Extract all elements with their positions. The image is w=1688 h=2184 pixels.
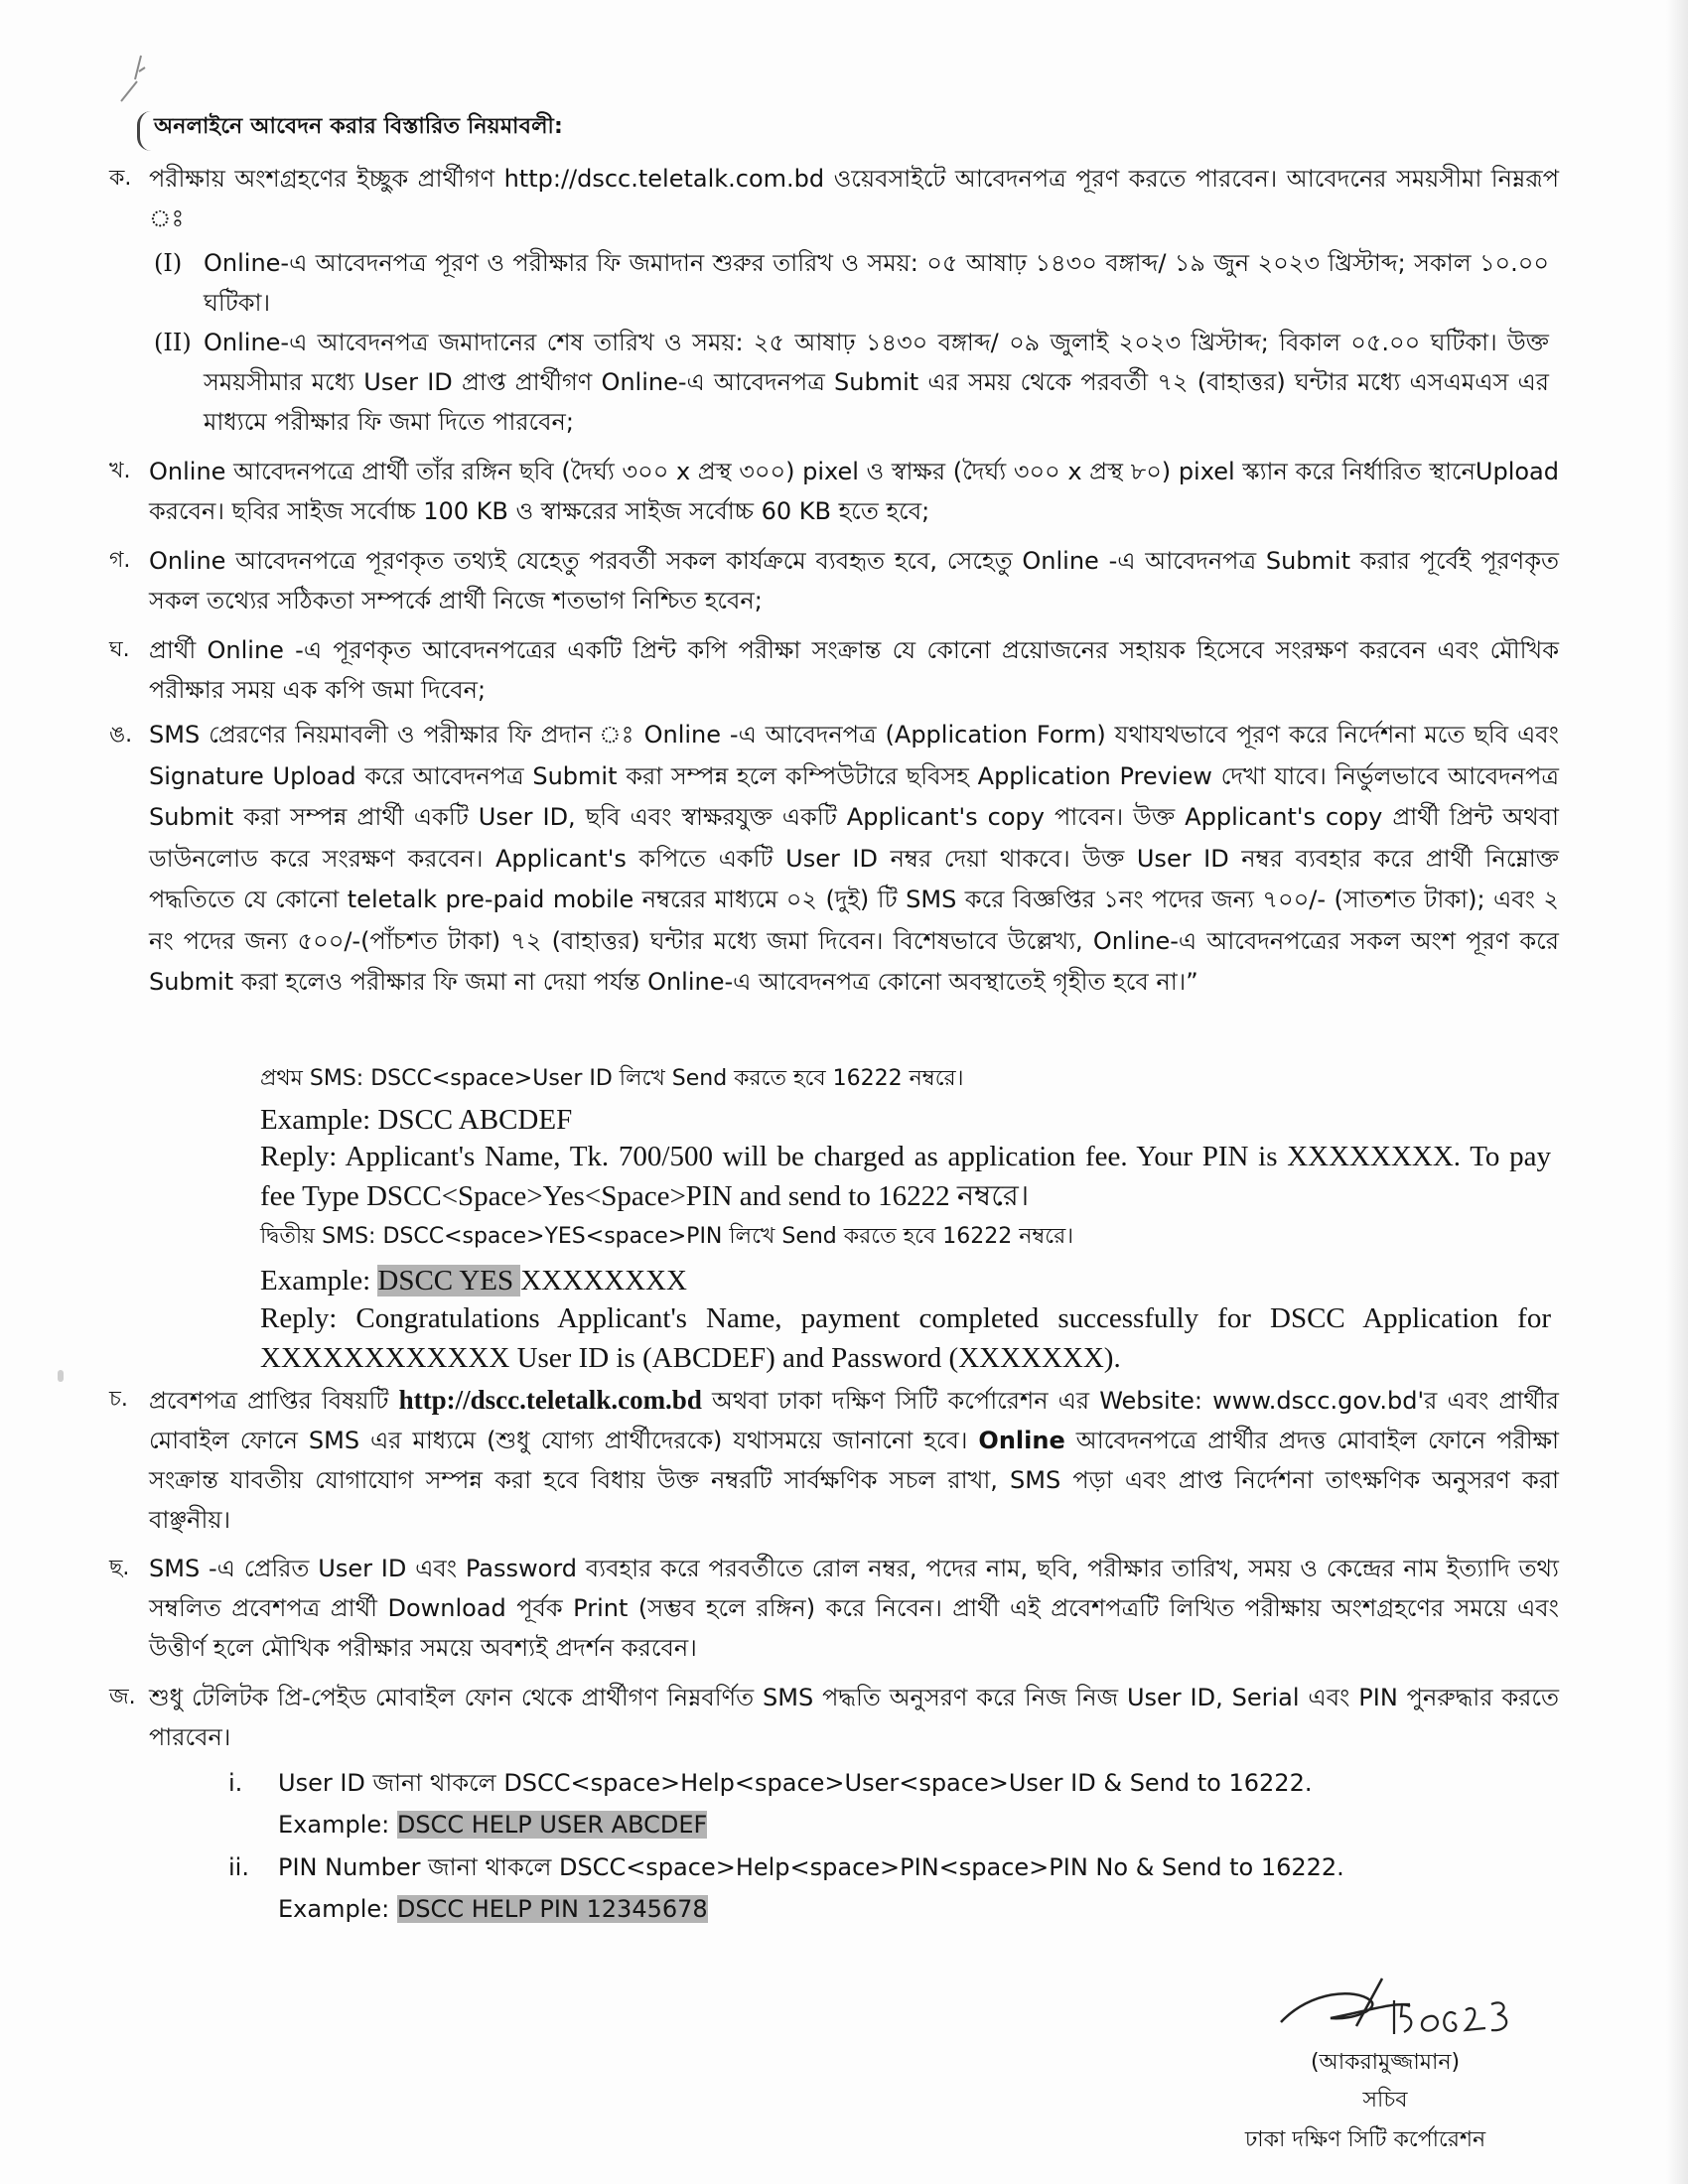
second-sms-example	[260, 1261, 1551, 1300]
scan-edge-shadow	[1666, 0, 1688, 2184]
recovery-text: PIN Number জানা থাকলে DSCC<space>Help<space>PIN<space>PIN No & Send to 16222.	[278, 1853, 1344, 1881]
item-marker: ঙ.	[109, 723, 133, 748]
item-marker: জ.	[109, 1685, 136, 1709]
item-marker: ক.	[109, 166, 132, 191]
scan-speck	[58, 1370, 64, 1382]
signatory-title: সচিব	[1362, 2088, 1408, 2113]
sub-marker: (I)	[154, 249, 183, 277]
item-text: প্রবেশপত্র প্রাপ্তির বিষয়টি	[149, 1387, 399, 1415]
item-chha	[109, 1549, 1559, 1668]
item-text: অথবা ঢাকা দক্ষিণ সিটি কর্পোরেশন এর Website: www.dscc.gov.bd'র এবং প্রার্থীর মোবাইল ফোনে SMS এর মাধ্যমে (শুধু যোগ্য প্রার্থীদেরকে) যথাসময়ে জানানো হবে।	[149, 1387, 1559, 1454]
signatory-name: (আকরামুজ্জামান)	[1310, 2050, 1461, 2075]
example-prefix: Example:	[278, 1895, 397, 1923]
recovery-example	[278, 1804, 1519, 1845]
recovery-example	[278, 1888, 1519, 1930]
first-sms-example: Example: DSCC ABCDEF	[260, 1104, 573, 1136]
item-marker: ঘ.	[109, 637, 130, 662]
item-ka	[109, 159, 1559, 238]
highlighted-command: DSCC YES	[377, 1265, 521, 1297]
example-rest: XXXXXXXX	[520, 1265, 687, 1297]
item-text: আবেদনপত্রে প্রার্থীর প্রদত্ত মোবাইল ফোনে পরীক্ষা সংক্রান্ত যাবতীয় যোগাযোগ সম্পন্ন করা হবে বিধায় উক্ত নম্বরটি সার্বক্ষণিক সচল রাখা, SMS পড়া এবং প্রাপ্ত নির্দেশনা তাৎক্ষণিক অনুসরণ করা বাঞ্ছনীয়।	[149, 1427, 1559, 1534]
item-marker: চ.	[109, 1387, 128, 1412]
item-ga	[109, 541, 1559, 620]
item-text: SMS প্রেরণের নিয়মাবলী ও পরীক্ষার ফি প্রদান ঃ Online -এ আবেদনপত্র (Application Form) যথাযথভাবে পূরণ করে নির্দেশনা মতে ছবি এবং Signature Upload করে আবেদনপত্র Submit করা সম্পন্ন হলে কম্পিউটারে ছবিসহ Application Preview দেখা যাবে। নির্ভুলভাবে আবেদনপত্র Submit করা সম্পন্ন প্রার্থী একটি User ID, ছবি এবং স্বাক্ষরযুক্ত একটি Applicant's copy পাবেন। উক্ত Applicant's copy প্রার্থী প্রিন্ট অথবা ডাউনলোড করে সংরক্ষণ করবেন। Applicant's কপিতে একটি User ID নম্বর দেয়া থাকবে। উক্ত User ID নম্বর ব্যবহার করে প্রার্থী নিম্নোক্ত পদ্ধতিতে যে কোনো teletalk pre-paid mobile নম্বরের মাধ্যমে ০২ (দুই) টি SMS করে বিজ্ঞপ্তির ১নং পদের জন্য ৭০০/- (সাতশত টাকা); এবং ২ নং পদের জন্য ৫০০/-(পাঁচশত টাকা) ৭২ (বাহাত্তর) ঘন্টার মধ্যে জমা দিবেন। বিশেষভাবে উল্লেখ্য, Online-এ আবেদনপত্রের সকল অংশ পূরণ করে Submit করা হলেও পরীক্ষার ফি জমা না দেয়া পর্যন্ত Online-এ আবেদনপত্র কোনো অবস্থাতেই গৃহীত হবে না।”	[149, 721, 1559, 996]
example-prefix: Example:	[260, 1265, 378, 1297]
scan-corner-mark	[117, 42, 147, 111]
item-marker: গ.	[109, 548, 131, 573]
item-text: প্রার্থী Online -এ পূরণকৃত আবেদনপত্রের একটি প্রিন্ট কপি পরীক্ষা সংক্রান্ত যে কোনো প্রয়োজনের সহায়ক হিসেবে সংরক্ষণ করবেন এবং মৌখিক পরীক্ষার সময় এক কপি জমা দিবেন;	[149, 636, 1559, 704]
page-heading: অনলাইনে আবেদন করার বিস্তারিত নিয়মাবলী:	[154, 114, 563, 139]
roman-marker: i.	[228, 1769, 243, 1797]
item-gha	[109, 630, 1559, 710]
item-text: শুধু টেলিটক প্রি-পেইড মোবাইল ফোন থেকে প্রার্থীগণ নিম্নবর্ণিত SMS পদ্ধতি অনুসরণ করে নিজ নিজ User ID, Serial এবং PIN পুনরুদ্ধার করতে পারবেন।	[149, 1684, 1559, 1751]
signatory-organization: ঢাকা দক্ষিণ সিটি কর্পোরেশন	[1244, 2127, 1486, 2152]
item-text: SMS -এ প্রেরিত User ID এবং Password ব্যবহার করে পরবর্তীতে রোল নম্বর, পদের নাম, ছবি, পরীক্ষার তারিখ, সময় ও কেন্দ্রের নাম ইত্যাদি তথ্য সম্বলিত প্রবেশপত্র প্রার্থী Download পূর্বক Print (সম্ভব হলে রঙ্গিন) করে নিবেন। প্রার্থী এই প্রবেশপত্রটি লিখিত পরীক্ষায় অংশগ্রহণের সময়ে এবং উত্তীর্ণ হলে মৌখিক পরীক্ষার সময়ে অবশ্যই প্রদর্শন করবেন।	[149, 1555, 1559, 1662]
item-uma	[109, 715, 1559, 1004]
item-cha	[109, 1380, 1559, 1540]
second-sms-instruction: দ্বিতীয় SMS: DSCC<space>YES<space>PIN লিখে Send করতে হবে 16222 নম্বরে।	[260, 1224, 1074, 1249]
handwritten-signature	[1261, 1971, 1519, 2050]
recovery-user-id	[228, 1762, 1519, 1845]
sub-text: Online-এ আবেদনপত্র পূরণ ও পরীক্ষার ফি জমাদান শুরুর তারিখ ও সময়: ০৫ আষাঢ় ১৪৩০ বঙ্গাব্দ/ ১৯ জুন ২০২৩ খ্রিস্টাব্দ; সকাল ১০.০০ ঘটিকা।	[204, 249, 1549, 317]
item-marker: ছ.	[109, 1556, 130, 1580]
first-sms-reply: Reply: Applicant's Name, Tk. 700/500 will be charged as application fee. Your PIN is XXXXXXXX. To pay fee Type DSCC<Space>Yes<Space>PIN and send to 16222 নম্বরে।	[260, 1141, 1551, 1212]
item-kha	[109, 452, 1559, 531]
dscc-url: http://dscc.teletalk.com.bd	[398, 1385, 702, 1415]
item-ka-sub-2	[154, 323, 1549, 442]
item-ka-sub-1	[154, 243, 1549, 323]
recovery-pin	[228, 1846, 1519, 1930]
item-text: পরীক্ষায় অংশগ্রহণের ইচ্ছুক প্রার্থীগণ	[149, 165, 504, 193]
highlighted-command: DSCC HELP PIN 12345678	[396, 1895, 708, 1923]
first-sms-instruction: প্রথম SMS: DSCC<space>User ID লিখে Send করতে হবে 16222 নম্বরে।	[260, 1066, 964, 1091]
sub-marker: (II)	[154, 329, 192, 356]
item-text: Online আবেদনপত্রে পূরণকৃত তথ্যই যেহেতু পরবর্তী সকল কার্যক্রমে ব্যবহৃত হবে, সেহেতু Online -এ আবেদনপত্র Submit করার পূর্বেই পূরণকৃত সকল তথ্যের সঠিকতা সম্পর্কে প্রার্থী নিজে শতভাগ নিশ্চিত হবেন;	[149, 547, 1559, 614]
recovery-text: User ID জানা থাকলে DSCC<space>Help<space>User<space>User ID & Send to 16222.	[278, 1769, 1313, 1797]
highlighted-command: DSCC HELP USER ABCDEF	[396, 1811, 708, 1839]
roman-marker: ii.	[228, 1853, 249, 1881]
item-text: Online আবেদনপত্রে প্রার্থী তাঁর রঙ্গিন ছবি (দৈর্ঘ্য ৩০০ x প্রস্থ ৩০০) pixel ও স্বাক্ষর (দৈর্ঘ্য ৩০০ x প্রস্থ ৮০) pixel স্ক্যান করে নির্ধারিত স্থানেUpload করবেন। ছবির সাইজ সর্বোচ্চ 100 KB ও স্বাক্ষরের সাইজ সর্বোচ্চ 60 KB হতে হবে;	[149, 458, 1559, 525]
item-marker: খ.	[109, 459, 131, 483]
item-ja	[109, 1678, 1559, 1757]
sub-text: Online-এ আবেদনপত্র জমাদানের শেষ তারিখ ও সময়: ২৫ আষাঢ় ১৪৩০ বঙ্গাব্দ/ ০৯ জুলাই ২০২৩ খ্রিস্টাব্দ; বিকাল ০৫.০০ ঘটিকা। উক্ত সময়সীমার মধ্যে User ID প্রাপ্ত প্রার্থীগণ Online-এ আবেদনপত্র Submit এর সময় থেকে পরবর্তী ৭২ (বাহাত্তর) ঘন্টার মধ্যে এসএমএস এর মাধ্যমে পরীক্ষার ফি জমা দিতে পারবেন;	[204, 329, 1549, 436]
bold-online: Online	[978, 1427, 1065, 1454]
second-sms-reply: Reply: Congratulations Applicant's Name, payment completed successfully for DSCC Application for XXXXXXXXXXXX User ID is (ABCDEF) and Password (XXXXXXX).	[260, 1302, 1551, 1374]
heading-bracket	[137, 111, 154, 151]
dscc-url: http://dscc.teletalk.com.bd	[503, 165, 825, 193]
example-prefix: Example:	[278, 1811, 397, 1839]
item-text: ওয়েবসাইটে আবেদনপত্র পূরণ করতে পারবেন। আবেদনের সময়সীমা নিম্নরূপ ঃ	[149, 165, 1559, 232]
